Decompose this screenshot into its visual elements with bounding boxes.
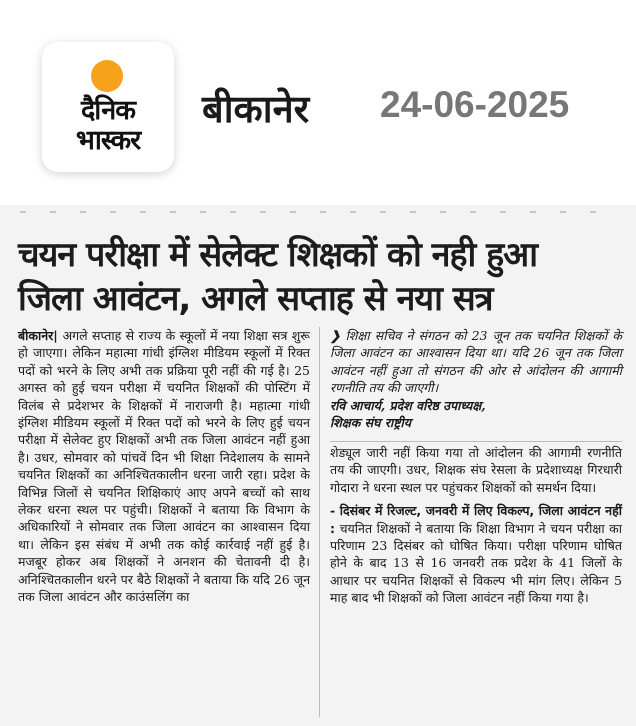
article-headline xyxy=(18,233,618,321)
headline-line-1: चयन परीक्षा में सेलेक्ट शिक्षकों को नही हुआ xyxy=(18,235,537,275)
headline-line-2: जिला आवंटन, अगले सप्ताह से नया सत्र xyxy=(18,279,493,319)
logo-text-line2: भास्कर xyxy=(75,125,141,156)
subheading: - दिसंबर में रिजल्ट, जनवरी में लिए विकल्प, जिला आवंटन नहीं : xyxy=(330,503,622,536)
logo-text-line1: दैनिक xyxy=(80,95,136,126)
edition-city: बीकानेर xyxy=(202,87,310,131)
quote-organization: शिक्षक संघ राष्ट्रीय xyxy=(330,415,411,431)
top-divider xyxy=(20,211,620,213)
pull-quote xyxy=(330,327,622,431)
news-header xyxy=(0,0,636,190)
quote-divider xyxy=(330,441,622,442)
left-body-text: अगले सप्ताह से राज्य के स्कूलों में नया शिक्षा सत्र शुरू हो जाएगा। लेकिन महात्मा गांधी इंग्लिश मीडियम स्कूलों में रिक्त पदों को भरने के लिए अभी तक प्रक्रिया पूरी नहीं की गई है। 25 अगस्त को हुई चयन परीक्षा में चयनित शिक्षकों की पोस्टिंग में विलंब से प्रदेशभर के शिक्षकों में नाराजगी है। महात्मा गांधी इंग्लिश मीडियम स्कूलों में रिक्त पदों को भरने के लिए हुई चयन परीक्षा में सेलेक्ट हुए शिक्षकों अभी तक जिला आवंटन नहीं हुआ है। उधर, सोमवार को पांचवें दिन भी शिक्षा निदेशालय के सामने चयनित शिक्षकों का अनिश्चितकालीन धरना जारी रहा। प्रदेश के विभिन्न जिलों से चयनित शिक्षिकाएं आए अपने बच्चों को साथ लेकर धरना स्थल पर पहुंची। शिक्षकों ने बताया कि विभाग के अधिकारियों ने सोमवार तक जिला आवंटन का आश्वासन दिया था। लेकिन इस संबंध में अभी तक कोई कार्रवाई नहीं हुई है। मजबूर होकर अब शिक्षकों ने अनशन की चेतावनी दी है। अनिश्चितकालीन धरने पर बैठे शिक्षकों ने बताया कि यदि 26 जून तक जिला आवंटन और काउंसलिंग का xyxy=(18,328,310,605)
newspaper-clipping xyxy=(0,205,636,726)
column-divider xyxy=(319,327,320,717)
article-left-column xyxy=(18,327,310,606)
dainik-bhaskar-logo xyxy=(42,42,174,172)
quote-text: शिक्षा सचिव ने संगठन को 23 जून तक चयनित शिक्षकों के जिला आवंटन का आश्वासन दिया था। यदि 26 जून तक जिला आवंटन नहीं हुआ तो संगठन की ओर से आंदोलन की आगामी रणनीति तय की जाएगी। xyxy=(330,328,622,396)
quote-arrow-icon: ❯ xyxy=(330,328,341,343)
quote-author: रवि आचार्य, प्रदेश वरिष्ठ उपाध्यक्ष, xyxy=(330,397,486,413)
edition-date: 24-06-2025 xyxy=(380,84,570,125)
dateline: बीकानेर xyxy=(18,328,54,343)
dateline-separator: | xyxy=(53,328,63,343)
article-right-column xyxy=(330,444,622,607)
sun-icon xyxy=(91,60,123,92)
right-body-text-1: शेड्यूल जारी नहीं किया गया तो आंदोलन की आगामी रणनीति तय की जाएगी। उधर, शिक्षक संघ रेसला के प्रदेशाध्यक्ष गिरधारी गोदारा ने धरना स्थल पर पहुंचकर शिक्षकों को समर्थन दिया। xyxy=(330,445,622,495)
right-body-text-2: चयनित शिक्षकों ने बताया कि शिक्षा विभाग ने चयन परीक्षा का परिणाम 23 दिसंबर को घोषित किया। परीक्षा परिणाम घोषित होने के बाद 13 से 16 जनवरी तक प्रदेश के 41 जिलों के आधार पर चयनित शिक्षकों से विकल्प भी मांग लिए। लेकिन 5 माह बाद भी शिक्षकों को जिला आवंटन नहीं किया गया है। xyxy=(330,520,622,606)
